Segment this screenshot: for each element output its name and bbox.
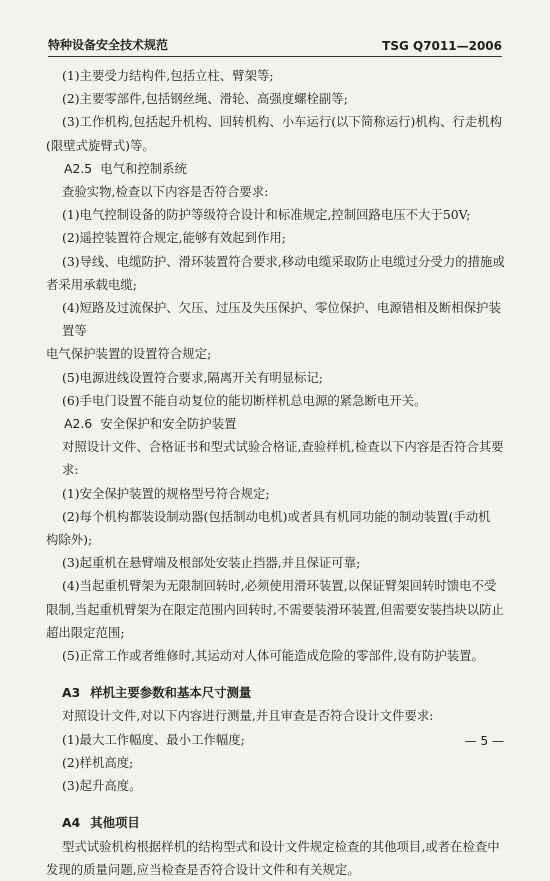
section-heading-a3 bbox=[62, 681, 508, 704]
section-heading-a4 bbox=[62, 811, 508, 834]
paragraph: (2)遥控装置符合规定,能够有效起到作用; bbox=[62, 230, 286, 246]
paragraph: (2)样机高度; bbox=[62, 754, 134, 770]
paragraph: (1)最大工作幅度、最小工作幅度; bbox=[62, 731, 245, 747]
section-gap bbox=[62, 797, 508, 811]
paragraph: (2)主要零部件,包括钢丝绳、滑轮、高强度螺栓副等; bbox=[62, 91, 348, 107]
paragraph: (3)导线、电缆防护、滑环装置符合要求,移动电缆采取防止电缆过分受力的措施或 bbox=[62, 253, 505, 269]
paragraph: 对照设计文件,对以下内容进行测量,并且审查是否符合设计文件要求: bbox=[62, 708, 434, 724]
section-title: 其他项目 bbox=[90, 815, 140, 831]
section-number: A4 bbox=[62, 815, 81, 831]
paragraph: 构除外); bbox=[46, 532, 93, 548]
paragraph: (2)每个机构都装设制动器(包括制动电机)或者具有机同功能的制动装置(手动机 bbox=[62, 508, 491, 524]
paragraph: 发现的质量问题,应当检查是否符合设计文件和有关规定。 bbox=[46, 861, 360, 877]
section-title: 样机主要参数和基本尺寸测量 bbox=[90, 685, 252, 701]
section-number: A3 bbox=[62, 685, 81, 701]
paragraph: (1)电气控制设备的防护等级符合设计和标准规定,控制回路电压不大于50V; bbox=[62, 207, 471, 223]
paragraph: (1)安全保护装置的规格型号符合规定; bbox=[62, 485, 270, 501]
section-number: A2.5 bbox=[64, 160, 93, 176]
paragraph: 超出限定范围; bbox=[46, 624, 125, 640]
page-number: — 5 — bbox=[464, 734, 504, 748]
paragraph: (4)当起重机臂架为无限制回转时,必须使用滑环装置,以保证臂架回转时馈电不受 bbox=[62, 578, 497, 594]
section-gap bbox=[62, 667, 508, 681]
paragraph: (限壁式旋臂式)等。 bbox=[46, 137, 155, 153]
header-standard-code: TSG Q7011—2006 bbox=[382, 39, 502, 53]
paragraph: 对照设计文件、合格证书和型式试验合格证,查验样机,检查以下内容是否符合其要求: bbox=[62, 439, 504, 478]
section-title: 安全保护和安全防护装置 bbox=[100, 416, 237, 432]
header-title: 特种设备安全技术规范 bbox=[48, 38, 169, 52]
paragraph: (5)电源进线设置符合要求,隔离开关有明显标记; bbox=[62, 369, 324, 385]
paragraph: 限制,当起重机臂架为在限定范围内回转时,不需要装滑环装置,但需要安装挡块以防止 bbox=[46, 601, 504, 617]
paragraph: (3)起重机在悬臂端及根部处安装止挡器,并且保证可靠; bbox=[62, 555, 361, 571]
paragraph: (5)正常工作或者维修时,其运动对人体可能造成危险的零部件,设有防护装置。 bbox=[62, 648, 484, 664]
paragraph: 型式试验机构根据样机的结构型式和设计文件规定检查的其他项目,或者在检查中 bbox=[62, 838, 500, 854]
paragraph: (3)起升高度。 bbox=[62, 778, 142, 794]
section-title: 电气和控制系统 bbox=[100, 160, 187, 176]
document-body bbox=[46, 64, 508, 881]
paragraph: (3)工作机构,包括起升机构、回转机构、小车运行(以下简称运行)机构、行走机构 bbox=[62, 114, 503, 130]
paragraph: (1)主要受力结构件,包括立柱、臂架等; bbox=[62, 68, 274, 83]
section-heading-a2-6 bbox=[62, 412, 508, 435]
paragraph: 者采用承载电缆; bbox=[46, 276, 137, 292]
paragraph: (4)短路及过流保护、欠压、过压及失压保护、零位保护、电源错相及断相保护装置等 bbox=[62, 300, 501, 339]
paragraph: 查验实物,检查以下内容是否符合要求: bbox=[62, 184, 269, 200]
page-header bbox=[48, 34, 502, 57]
section-heading-a2-5 bbox=[62, 157, 508, 180]
section-number: A2.6 bbox=[64, 416, 93, 432]
paragraph: 电气保护装置的设置符合规定; bbox=[46, 346, 212, 362]
paragraph: (6)手电门设置不能自动复位的能切断样机总电源的紧急断电开关。 bbox=[62, 392, 427, 408]
